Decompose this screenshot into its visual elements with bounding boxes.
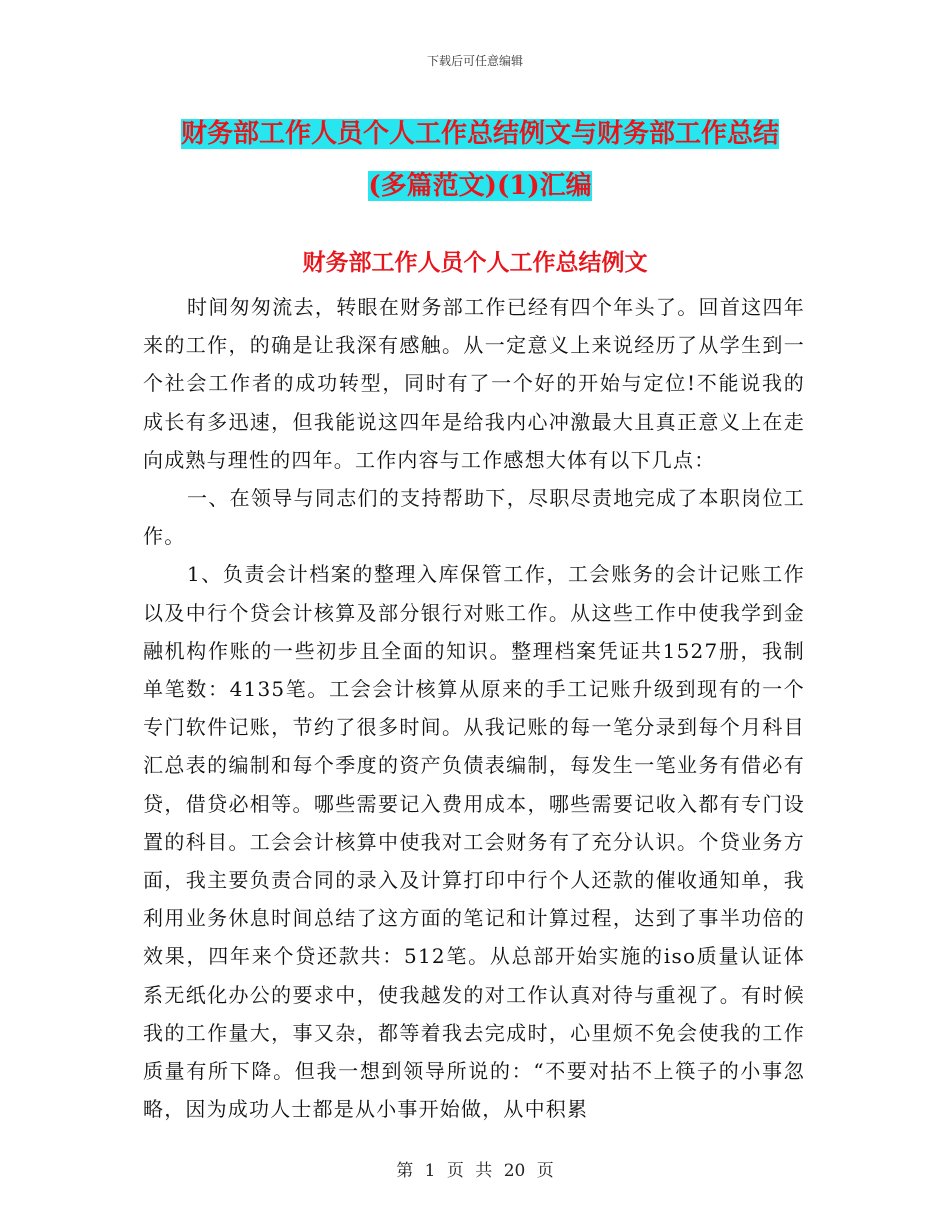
paragraph: 时间匆匆流去，转眼在财务部工作已经有四个年头了。回首这四年来的工作，的确是让我深有感触。从一定意义上来说经历了从学生到一个社会工作者的成功转型，同时有了一个好的开始与定位!不能说我的成长有多迅速，但我能说这四年是给我内心冲激最大且真正意义上在走向成熟与理性的四年。工作内容与工作感想大体有以下几点： xyxy=(143,295,805,472)
paragraph: 一、在领导与同志们的支持帮助下，尽职尽责地完成了本职岗位工作。 xyxy=(143,486,805,549)
page-footer: 第 1 页 共 20 页 xyxy=(396,1161,554,1181)
document-title-line2: (多篇范文)(1)汇编 xyxy=(368,171,592,201)
document-title-line1: 财务部工作人员个人工作总结例文与财务部工作总结 xyxy=(180,119,779,149)
document-body xyxy=(143,288,805,1128)
page-header-note: 下载后可任意编辑 xyxy=(426,54,523,68)
section-title: 财务部工作人员个人工作总结例文 xyxy=(302,249,648,276)
paragraph: 1、负责会计档案的整理入库保管工作，工会账务的会计记账工作以及中行个贷会计核算及部分银行对账工作。从这些工作中使我学到金融机构作账的一些初步且全面的知识。整理档案凭证共1527册，我制单笔数：4135笔。工会会计核算从原来的手工记账升级到现有的一个专门软件记账，节约了很多时间。从我记账的每一笔分录到每个月科目汇总表的编制和每个季度的资产负债表编制，每发生一笔业务有借必有贷，借贷必相等。哪些需要记入费用成本，哪些需要记收入都有专门设置的科目。工会会计核算中使我对工会财务有了充分认识。个贷业务方面，我主要负责合同的录入及计算打印中行个人还款的催收通知单，我利用业务休息时间总结了这方面的笔记和计算过程，达到了事半功倍的效果，四年来个贷还款共：512笔。从总部开始实施的iso质量认证体系无纸化办公的要求中，使我越发的对工作认真对待与重视了。有时候我的工作量大，事又杂，都等着我去完成时，心里烦不免会使我的工作质量有所下降。但我一想到领导所说的：“不要对拈不上筷子的小事忽略，因为成功人士都是从小事开始做，从中积累 xyxy=(143,562,805,1122)
document-title xyxy=(150,108,810,212)
